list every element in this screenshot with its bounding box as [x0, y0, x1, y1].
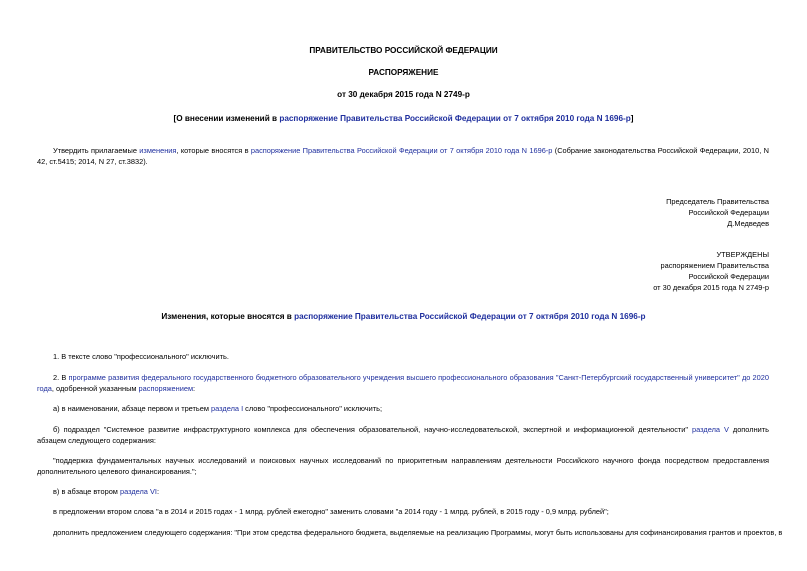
- quote-paragraph: "поддержка фундаментальных научных исследований и поисковых научных исследований по приоритетным направлениям деятельности Российского научного фонда посредством предоставления дополнительного целевого финансирования.";: [37, 456, 769, 476]
- signature-country: Российской Федерации: [688, 208, 769, 217]
- item-a-text-1: а) в наименовании, абзаце первом и третьем: [53, 404, 212, 413]
- item-b: [37, 424, 769, 446]
- item-b-text-2: дополнить абзацем следующего содержания:: [37, 425, 770, 445]
- changes-title: [0, 312, 807, 321]
- document-date-number: от 30 декабря 2015 года N 2749-р: [337, 90, 470, 99]
- signature-position: Председатель Правительства: [666, 197, 769, 206]
- item-v-text-1: в) в абзаце втором: [53, 487, 120, 496]
- item-v: [53, 487, 159, 496]
- intro-link-order[interactable]: распоряжение Правительства Российской Федерации от 7 октября 2010 года N 1696-р: [250, 146, 553, 155]
- intro-paragraph: [37, 145, 769, 167]
- item-a: [53, 404, 382, 413]
- item-2-text-3: :: [193, 384, 196, 393]
- item-v-link[interactable]: раздела VI: [119, 487, 157, 496]
- item-2-text-2: , одобренной указанным: [51, 384, 139, 393]
- approved-by: распоряжением Правительства: [660, 261, 769, 270]
- intro-text-1: Утвердить прилагаемые: [53, 146, 140, 155]
- item-2-program-link[interactable]: программе развития федерального государственного бюджетного образовательного учреждения высшего профессионального образования "Санкт-Петербургский государственный университет" до 2020 года: [37, 373, 770, 393]
- subject-suffix: ]: [630, 114, 634, 123]
- item-v-text-2: :: [156, 487, 160, 496]
- item-2-text-1: 2. В: [53, 373, 69, 382]
- intro-text-2: , которые вносятся в: [176, 146, 251, 155]
- subject-prefix: [О внесении изменений в: [173, 114, 280, 123]
- item-b-link[interactable]: раздела V: [692, 425, 729, 434]
- signature-name: Д.Медведев: [727, 219, 769, 228]
- subject-link[interactable]: распоряжение Правительства Российской Федерации от 7 октября 2010 года N 1696-р: [279, 114, 631, 123]
- intro-link-changes[interactable]: изменения: [139, 146, 177, 155]
- intro-text-3: (Собрание законодательства Российской Федерации, 2010, N 42, ст.5415; 2014, N 27, ст.3832).: [37, 146, 770, 166]
- government-title: ПРАВИТЕЛЬСТВО РОССИЙСКОЙ ФЕДЕРАЦИИ: [309, 46, 498, 55]
- changes-title-prefix: Изменения, которые вносятся в: [161, 312, 295, 321]
- approved-country: Российской Федерации: [688, 272, 769, 281]
- supplement-sentence: дополнить предложением следующего содержания: "При этом средства федерального бюджета, выделяемые на реализацию Программы, могут быть использованы для софинансирования грантов и проектов, в: [53, 528, 783, 537]
- item-b-text-1: б) подраздел "Системное развитие инфраструктурного комплекса для обеспечения образовательной, научно-исследовательской, экспертной и информационной деятельности": [53, 425, 693, 434]
- document-subject: [0, 114, 807, 123]
- item-a-text-2: слово "профессионального" исключить;: [243, 404, 383, 413]
- item-a-link[interactable]: раздела I: [211, 404, 244, 413]
- item-2-order-link[interactable]: распоряжением: [138, 384, 194, 393]
- approved-label: УТВЕРЖДЕНЫ: [716, 250, 769, 259]
- changes-title-link[interactable]: распоряжение Правительства Российской Федерации от 7 октября 2010 года N 1696-р: [294, 312, 646, 321]
- document-type: РАСПОРЯЖЕНИЕ: [368, 68, 439, 77]
- item-1: 1. В тексте слово "профессионального" исключить.: [53, 352, 229, 361]
- item-2: [37, 372, 769, 394]
- approved-date: от 30 декабря 2015 года N 2749-р: [653, 283, 769, 292]
- sentence-two-change: в предложении втором слова "а в 2014 и 2015 годах - 1 млрд. рублей ежегодно" заменить словами "а 2014 году - 1 млрд. рублей, в 2015 году - 0,9 млрд. рублей";: [53, 507, 609, 516]
